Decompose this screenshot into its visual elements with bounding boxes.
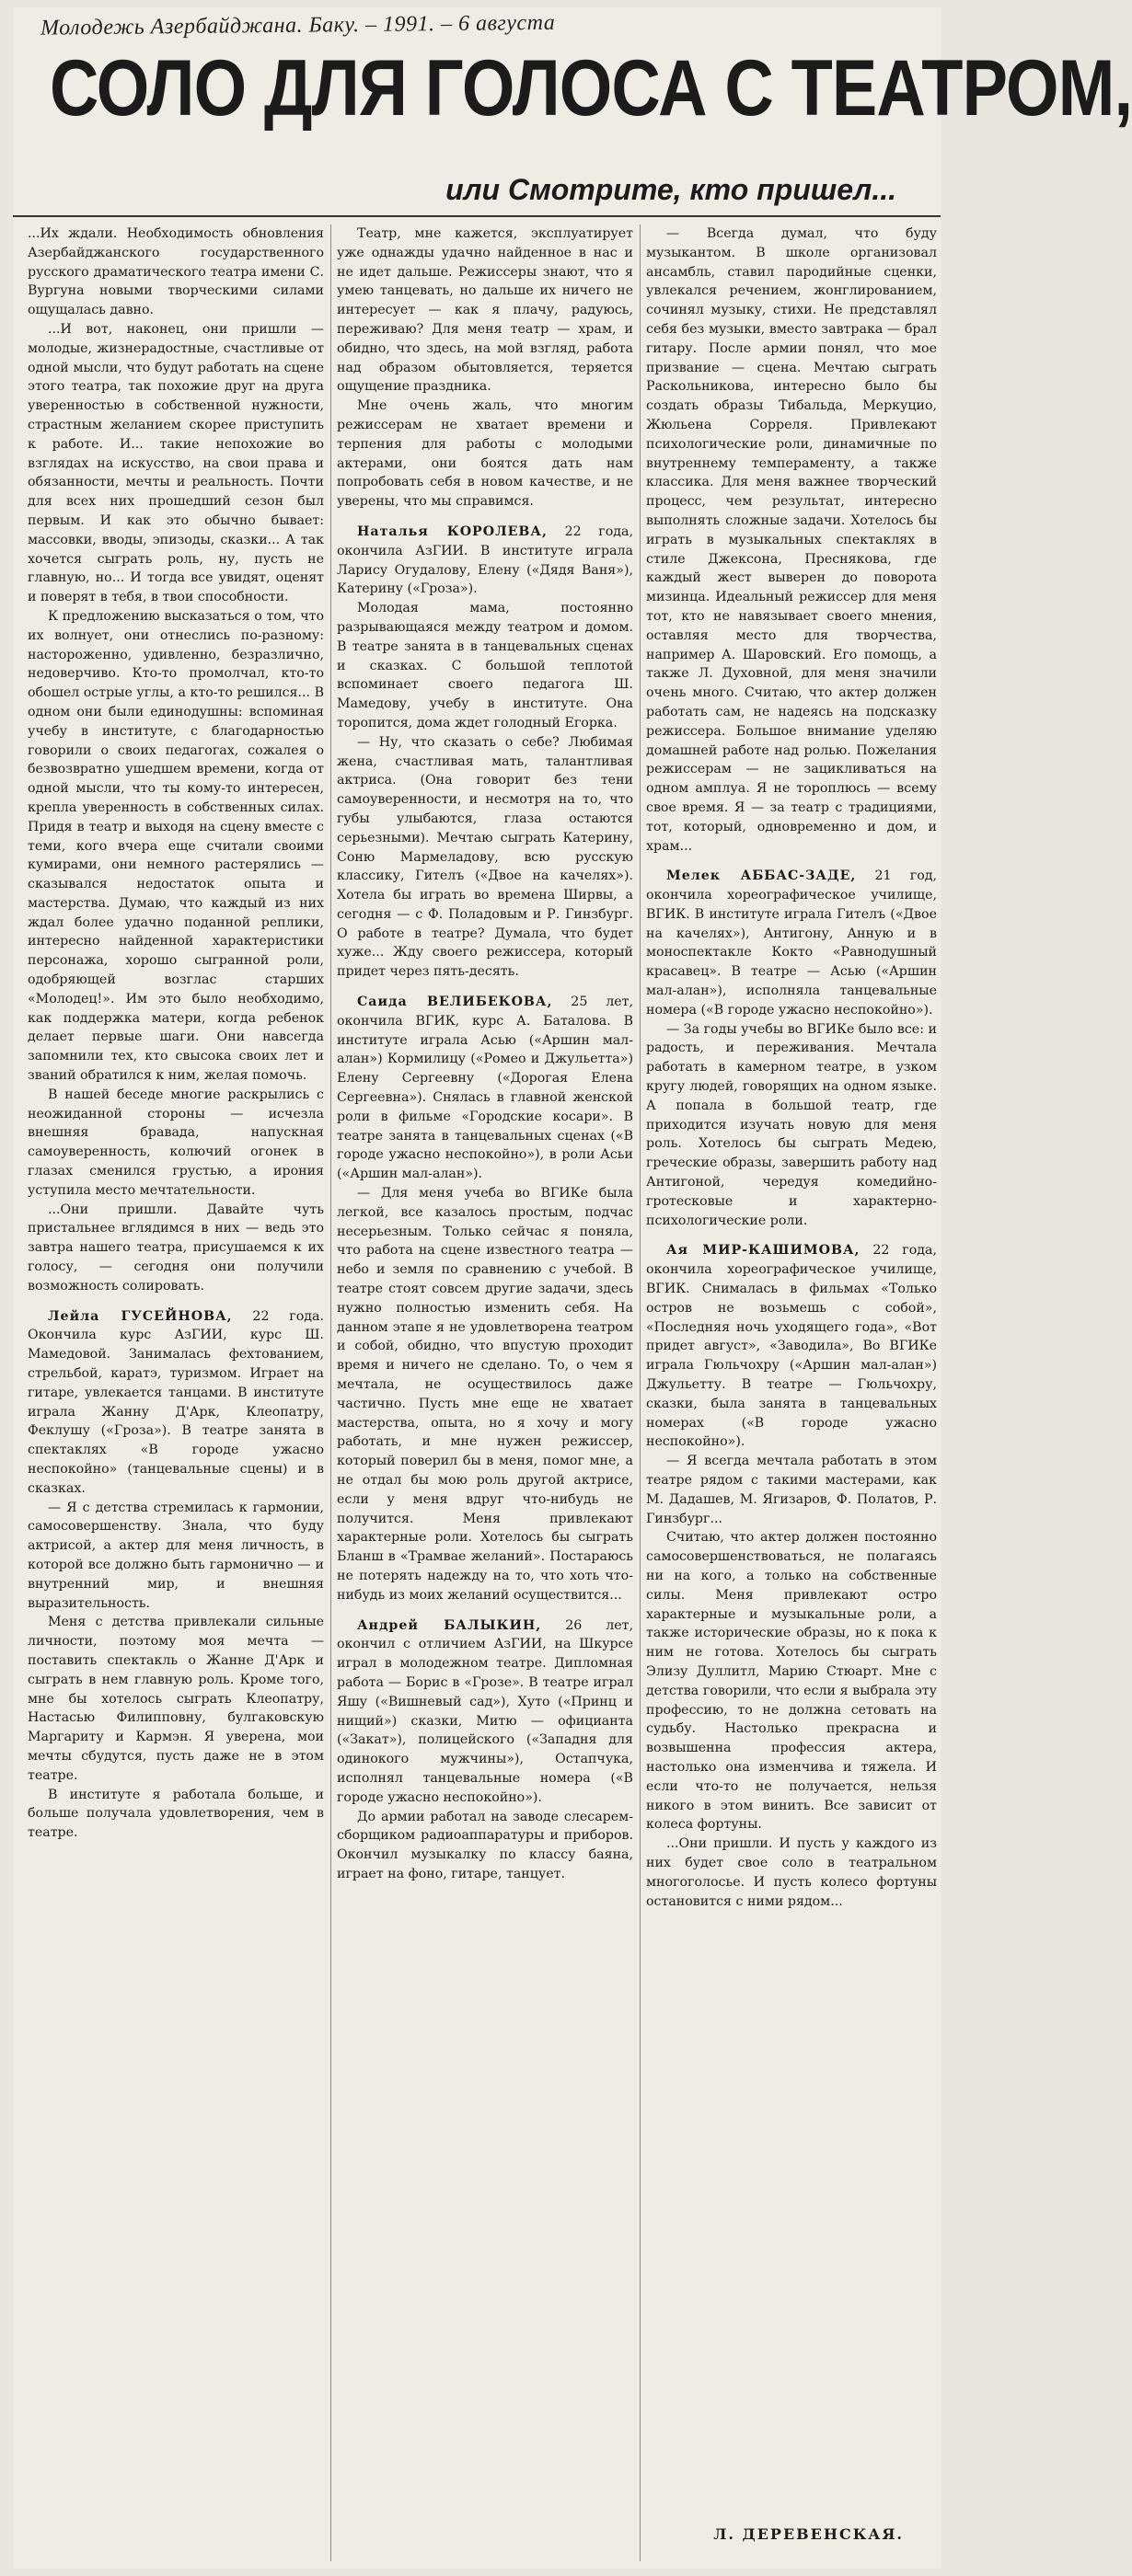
article-paragraph bbox=[337, 397, 633, 512]
article-paragraph bbox=[337, 1616, 633, 1808]
article-paragraph bbox=[646, 867, 937, 1019]
paragraph-text: В институте я работала больше, и больше получала удовлетворения, чем в театре. bbox=[28, 1787, 324, 1841]
article-paragraph bbox=[28, 1201, 324, 1296]
article-paragraph bbox=[337, 1184, 633, 1605]
article-paragraph bbox=[337, 224, 633, 397]
paragraph-text: Молодая мама, постоянно разрывающаяся между театром и домом. В театре занята в в танцевальных сценах и сказках. С большой теплотой вспоминает своего педагога Ш. Мамедову, учебу в институте. Она торопится, дома ждет голодный Егорка. bbox=[337, 601, 633, 730]
author-byline: Л. ДЕРЕВЕНСКАЯ. bbox=[713, 2525, 904, 2543]
actor-name: Саида ВЕЛИБЕКОВА, bbox=[357, 995, 553, 1010]
article-paragraph bbox=[337, 993, 633, 1184]
article-paragraph bbox=[28, 607, 324, 1086]
paragraph-text: 25 лет, окончила ВГИК, курс А. Баталова. В институте играла Асью («Аршин мал-алан») Кормилицу («Ромео и Джульетта») Елену Сергеевну («Дорогая Елена Сергеевна»). Снялась в главной женской роли в фильме «Городские косари». В театре занята в танцевальных сценах («В городе ужасно неспокойно»), в роли Асьи («Аршин мал-алан»). bbox=[337, 995, 634, 1182]
paragraph-text: ...И вот, наконец, они пришли — молодые, жизнерадостные, счастливые от одной мысли, что будут работать на сцене этого театра, так похожие друг на друга уверенностью в собственной нужности, страстным желанием скорее приступить к работе. И... такие непохожие во взглядах на искусство, на свои права и обязанности, мечты и реальность. Почти для всех них прошедший сезон был первым. И как это обычно бывает: массовки, вводы, эпизоды, сказки... А так хочется сыграть роль, ну, пусть не главную, но... И тогда все увидят, оценят и поверят в тебя, в твои способности. bbox=[28, 321, 324, 605]
article-paragraph bbox=[646, 1241, 937, 1452]
article-paragraph bbox=[28, 1086, 324, 1201]
paragraph-text: Меня с детства привлекали сильные личности, поэтому моя мечта — поставить спектакль о Жанне Д'Арк и сыграть в нем главную роль. Кроме того, мне бы хотелось сыграть Клеопатру, Настасью Филипповну, булгаковскую Маргариту и Кармэн. Я уверена, мои мечты сбудутся, пусть даже не в этом театре. bbox=[28, 1615, 324, 1783]
article-column-1 bbox=[28, 224, 324, 2561]
column-divider bbox=[330, 224, 331, 2561]
paragraph-text: 22 года, окончила хореографическое училище, ВГИК. Снималась в фильмах «Только остров не возьмешь с собой», «Последняя ночь уходящего года», «Вот придет август», «Заводила», Во ВГИКе играла Гюльчохру («Аршин мал-алан») Джульетту. В театре — Гюльчохру, сказки, была занята в танцевальных номерах («В городе ужасно неспокойно»). bbox=[646, 1243, 937, 1450]
paragraph-text: 22 года. Окончила курс АзГИИ, курс Ш. Мамедовой. Занималась фехтованием, стрельбой, каратэ, туризмом. Играет на гитаре, увлекается танцами. В институте играла Жанну Д'Арк, Клеопатру, Феклушу («Гроза»). В театре занята в спектаклях «В городе ужасно неспокойно» (танцевальные сцены) и в сказках. bbox=[28, 1308, 324, 1496]
actor-name: Мелек АББАС-ЗАДЕ, bbox=[666, 868, 857, 884]
subheadline: или Смотрите, кто пришел... bbox=[445, 173, 896, 206]
newspaper-clipping bbox=[13, 7, 1132, 2569]
article-paragraph bbox=[28, 320, 324, 607]
paragraph-text: Мне очень жаль, что многим режиссерам не хватает времени и терпения для работы с молодыми актерами, они боятся дать нам попробовать себя в новом качестве, и не уверены, что мы справимся. bbox=[337, 398, 633, 510]
paragraph-text: До армии работал на заводе слесарем-сборщиком радиоаппаратуры и приборов. Окончил музыкалку по классу баяна, играет на фоно, гитаре, танцует. bbox=[337, 1809, 633, 1881]
article-paragraph bbox=[337, 523, 633, 599]
paragraph-text: 22 года, окончила АзГИИ. В институте играла Ларису Огудалову, Елену («Дядя Ваня»), Катерину («Гроза»). bbox=[337, 523, 633, 597]
paragraph-text: ...Они пришли. Давайте чуть пристальнее вглядимся в них — ведь это завтра нашего театра, присушаемся к их голосу, — сегодня они получили возможность солировать. bbox=[28, 1202, 324, 1294]
handwritten-source-note: Молодежь Азербайджана. Баку. – 1991. – 6 августа bbox=[40, 10, 556, 40]
article-paragraph bbox=[28, 1499, 324, 1614]
actor-name: Наталья КОРОЛЕВА, bbox=[357, 523, 548, 539]
article-column-3 bbox=[646, 224, 937, 2561]
article-paragraph bbox=[28, 1307, 324, 1499]
paragraph-text: — За годы учебы во ВГИКе было все: и радость, и переживания. Мечтала работать в камерном театре, в узком кругу людей, говорящих на одном языке. А попала в большой театр, где приходится изучать новую для меня роль. Хотелось бы сыграть Медею, греческие образы, завершить работу над Антигоной, чередуя комедийно-гротесковые и характерно-психологические роли. bbox=[646, 1021, 937, 1228]
actor-name: Лейла ГУСЕЙНОВА, bbox=[48, 1308, 233, 1324]
paragraph-text: В нашей беседе многие раскрылись с неожиданной стороны — исчезла внешняя бравада, напускная самоуверенность, колючий огонек в глазах сменился грустью, а ирония уступила место мечтательности. bbox=[28, 1087, 324, 1198]
article-column-2 bbox=[337, 224, 633, 2561]
actor-name: Андрей БАЛЫКИН, bbox=[357, 1617, 542, 1633]
paragraph-text: — Всегда думал, что буду музыкантом. В школе организовал ансамбль, ставил пародийные сценки, увлекался речением, жонглированием, сочинял музыку, стихи. Не представлял себя без музыки, вместо завтрака — брал гитару. После армии понял, что мое призвание — сцена. Мечтаю сыграть Раскольникова, интересно было бы создать образы Тибальда, Меркуцио, Жюльена Сорреля. Привлекают психологические роли, динамичные по внутреннему темпераменту, а также классика. Для меня важнее творческий процесс, чем результат, интересно выполнять сложные задачи. Хотелось бы играть в музыкальных спектаклях в стиле Джексона, Преснякова, где каждый жест выверен до поворота мизинца. Идеальный режиссер для меня тот, кто не навязывает своего мнения, оставляя место для творчества, например А. Шаровский. Его помощь, а также Л. Духовной, для меня значили очень много. Считаю, что актер должен работать сам, не надеясь на подсказку режиссера. Большое внимание уделяю домашней работе над ролью. Пожелания режиссерам — не зацикливаться на одном амплуа. Я не тороплюсь — всему свое время. Я — за театр с традициями, тот, который, одновременно и дом, и храм... bbox=[646, 226, 937, 854]
article-paragraph bbox=[337, 1808, 633, 1884]
paragraph-text: — Ну, что сказать о себе? Любимая жена, счастливая мать, талантливая актриса. (Она говорит без тени самоуверенности, и несмотря на то, что губы улыбаются, глаза остаются серьезными). Мечтаю сыграть Катерину, Соню Мармеладову, всю русскую классику, Гителъ («Двое на качелях»). Хотела бы играть во времена Ширвы, а сегодня — с Ф. Поладовым и Р. Гинзбург. О работе в театре? Думала, что будет хуже... Жду своего режиссера, который придет через пять-десять. bbox=[337, 734, 633, 980]
paragraph-text: Театр, мне кажется, эксплуатирует уже однажды удачно найденное в нас и не идет дальше. Режиссеры знают, что я умею танцевать, но дальше их ничего не интересует — как я плачу, радуюсь, переживаю? Для меня театр — храм, и обидно, что здесь, на мой взгляд, работа над образом обытовляется, теряется ощущение праздника. bbox=[337, 226, 633, 395]
article-paragraph bbox=[646, 1452, 937, 1528]
paragraph-text: — Я с детства стремилась к гармонии, самосовершенству. Знала, что буду актрисой, а актер для меня личность, в которой все должно быть гармонично — и внутренний мир, и внешняя выразительность. bbox=[28, 1500, 324, 1611]
article-paragraph bbox=[28, 224, 324, 320]
paragraph-text: ...Они пришли. И пусть у каждого из них будет свое соло в театральном многоголосье. И пусть колесо фортуны остановится с ними рядом... bbox=[646, 1836, 937, 1909]
article-paragraph bbox=[337, 599, 633, 733]
article-paragraph bbox=[337, 733, 633, 982]
article-paragraph bbox=[646, 1020, 937, 1231]
column-divider bbox=[640, 224, 641, 2561]
article-paragraph bbox=[28, 1613, 324, 1785]
paragraph-text: К предложению высказаться о том, что их волнует, они отнеслись по-разному: настороженно, удивленно, безразлично, недоверчиво. Кто-то промолчал, кто-то обошел острые углы, а кто-то решился... В одном они были единодушны: вспоминая учебу в институте, с благодарностью говорили о своих педагогах, сожалея о безвозвратно ушедшем времени, когда от одной мысли, что ты кому-то интересен, крепла уверенность в собственных силах. Придя в театр и выходя на сцену вместе с теми, кого вчера еще считали своими кумирами, они немного растерялись — сказывался недостаток опыта и мастерства. Думаю, что каждый из них ждал более удачно поданной реплики, интересно найденной характеристики персонажа, хорошо сыгранной роли, одобряющей возглас старших «Молодец!». Им это было необходимо, как поддержка матери, когда ребенок делает первые шаги. Они навсегда запомнили тех, кто свысока своих лет и званий обратился к ним, желая помочь. bbox=[28, 608, 324, 1084]
article-paragraph bbox=[646, 1528, 937, 1834]
article-paragraph bbox=[28, 1786, 324, 1843]
article-paragraph bbox=[646, 224, 937, 856]
paragraph-text: Считаю, что актер должен постоянно самосовершенствоваться, не полагаясь ни на кого, а только на собственные силы. Меня привлекают остро характерные и музыкальные роли, а также исторические образы, но к пока к ним не готова. Хотелось бы сыграть Элизу Дуллитл, Марию Стюарт. Мне с детства говорили, что если я выбрала эту профессию, то не должна сетовать на судьбу. Настолько прекрасна и возвышенна профессия актера, настолько она изменчива и тяжела. И если что-то не получается, нельзя никого в этом винить. Все зависит от колеса фортуны. bbox=[646, 1530, 937, 1833]
paragraph-text: 21 год, окончила хореографическое училище, ВГИК. В институте играла Гителъ («Двое на качелях»), Антигону, Анную и в моноспектакле Кокто «Равнодушный красавец». В театре — Асью («Аршин мал-алан»), исполняла танцевальные номера («В городе ужасно неспокойно»). bbox=[646, 868, 937, 1018]
actor-name: Ая МИР-КАШИМОВА, bbox=[666, 1243, 861, 1259]
paragraph-text: ...Их ждали. Необходимость обновления Азербайджанского государственного русского драматического театра имени С. Вургуна новыми творческими силами ощущалась давно. bbox=[28, 226, 324, 318]
paragraph-text: — Я всегда мечтала работать в этом театре рядом с такими мастерами, как М. Дадашев, М. Ягизаров, Ф. Полатов, Р. Гинзбург... bbox=[646, 1454, 937, 1526]
paragraph-text: — Для меня учеба во ВГИКе была легкой, все казалось простым, подчас несерьезным. Только сейчас я поняла, что работа на сцене известного театра — небо и земля по сравнению с учебой. В театре стоят совсем другие задачи, здесь нужно полностью изменить себя. На данном этапе я не удовлетворена театром и собой, обидно, что впустую проходит время и ничего не сделано. То, о чем я мечтала, не осуществилось даже частично. Пусть мне еще не хватает мастерства, опыта, но я хочу и могу работать, и мне нужен режиссер, который поверил бы в меня, помог мне, а не отдал бы мою роль другой актрисе, если у меня вдруг что-нибудь не получится. Меня привлекают характерные роли. Хотелось бы сыграть Бланш в «Трамвае желаний». Постараюсь не потерять надежду на то, что хоть что-нибудь из моих желаний осуществится... bbox=[337, 1186, 633, 1603]
paragraph-text: 26 лет, окончил с отличием АзГИИ, на Шкурсе играл в молодежном театре. Дипломная работа — Борис в «Грозе». В театре играл Яшу («Вишневый сад»), Хуто («Принц и нищий») сказки, Митю — официанта («Закат»), полицейского («Западня для одинокого мужчины»), Остапчука, исполнял танцевальные номера («В городе ужасно неспокойно»). bbox=[337, 1617, 634, 1805]
divider bbox=[13, 215, 941, 217]
headline: СОЛО ДЛЯ ГОЛОСА С ТЕАТРОМ, bbox=[50, 44, 1132, 132]
article-paragraph bbox=[646, 1834, 937, 1911]
